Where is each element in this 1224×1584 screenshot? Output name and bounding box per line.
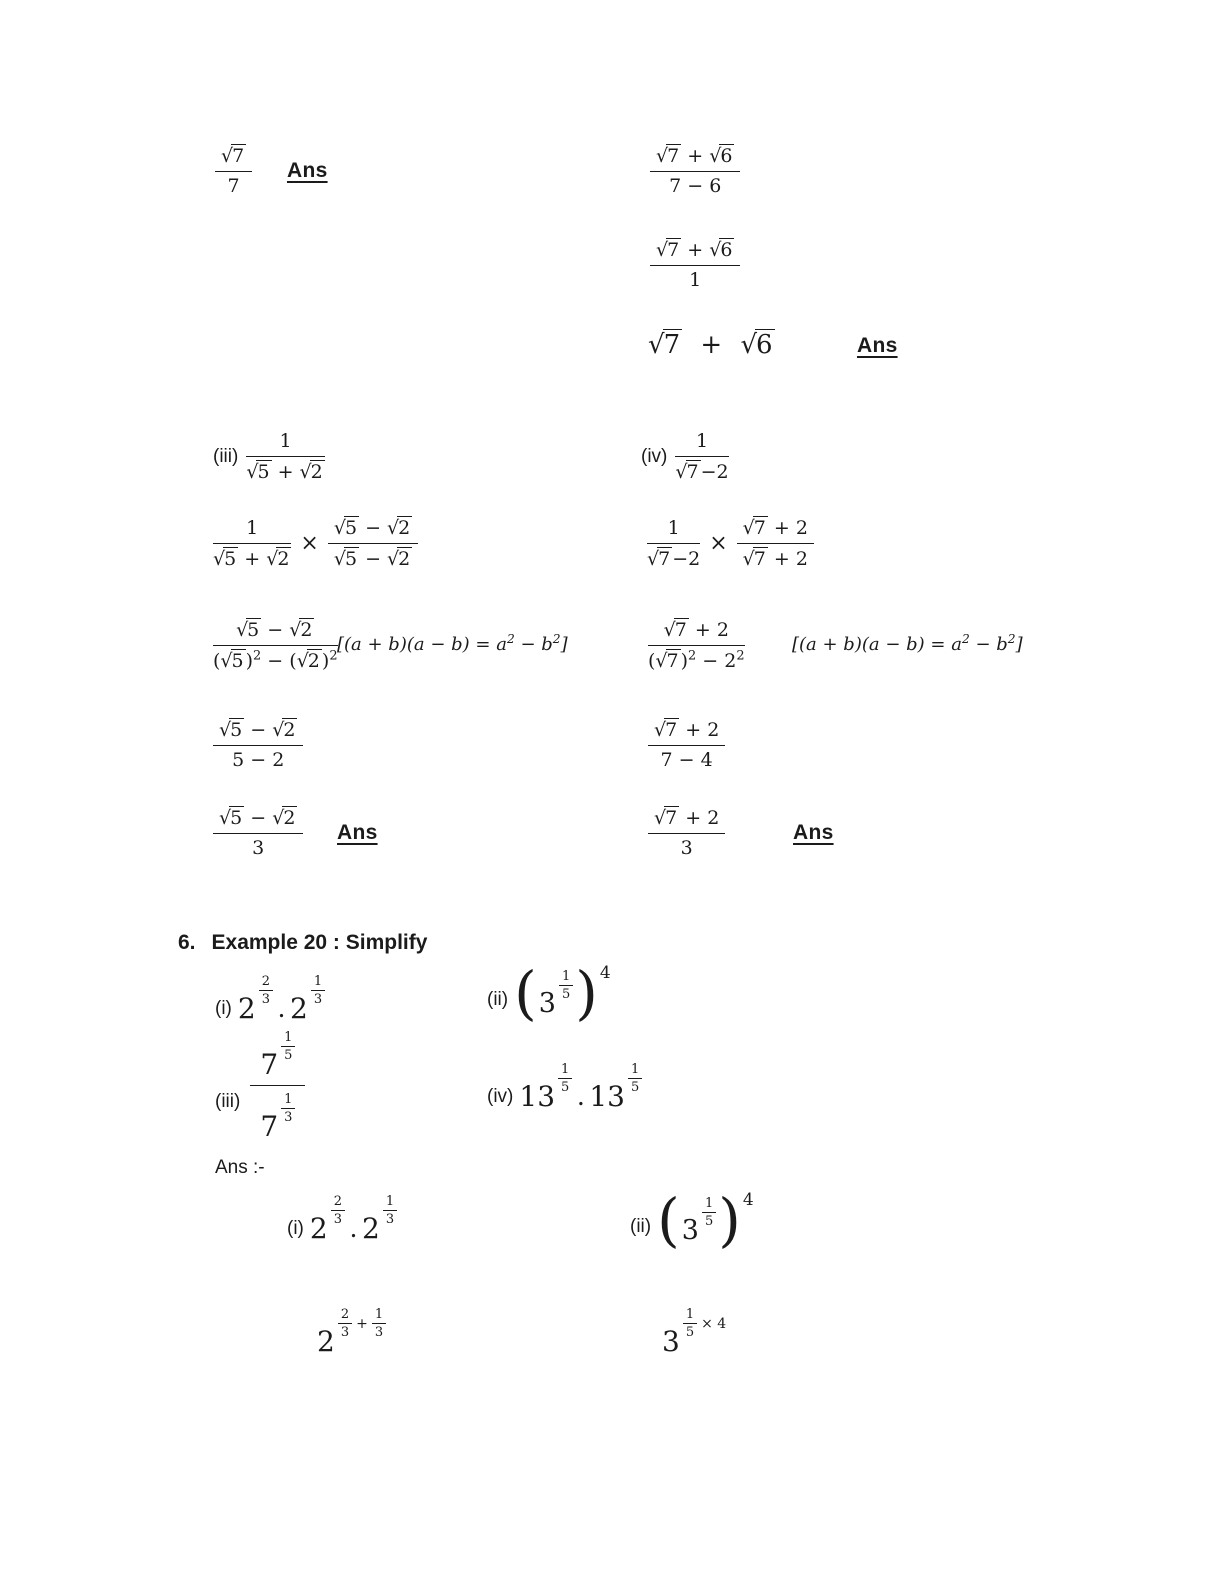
problem-iii-squares-step: [213, 618, 338, 672]
fraction-denominator: 1: [689, 269, 702, 291]
fraction-denominator: [250, 1086, 305, 1141]
power-exponent: [259, 975, 273, 1006]
power-base: 2: [362, 1212, 380, 1245]
power-base: 2: [317, 1325, 335, 1358]
exponent-denominator: 3: [340, 1325, 350, 1340]
power: [662, 1307, 730, 1358]
identity-note: $[(a + b)(a - b) = a^2 - b^2]$: [792, 632, 1023, 655]
power: [260, 1092, 295, 1143]
power: [260, 1030, 295, 1081]
problem-iv-multiply-step: [647, 516, 814, 570]
exponent-fraction: [281, 1031, 295, 1062]
dot-operator: .: [350, 1213, 357, 1244]
exponent-numerator: 1: [628, 1063, 642, 1079]
power: [519, 1062, 572, 1113]
fraction-denominator: √7 −2: [675, 461, 729, 483]
exponent-fraction: [311, 975, 325, 1006]
exponent-fraction: [383, 1195, 397, 1226]
exponent-fraction: [628, 1063, 642, 1094]
exponent-fraction: [281, 1093, 295, 1124]
fraction-numerator: √7 + 2: [648, 718, 725, 746]
fraction: [650, 238, 740, 291]
power-base: 13: [589, 1080, 625, 1113]
item-iii-label: (iii): [215, 1090, 241, 1112]
open-paren: (: [514, 959, 537, 1027]
fraction: [650, 144, 740, 197]
fraction: [737, 516, 814, 570]
exponent-denominator: 3: [313, 992, 323, 1007]
exponent-denominator: 3: [385, 1212, 395, 1227]
exponent-denominator: 5: [630, 1080, 640, 1095]
fraction-numerator: √7 + √6: [650, 144, 740, 172]
fraction-numerator: 1: [647, 517, 700, 544]
problem-iii-multiply-step: [213, 516, 418, 570]
power-base: 13: [519, 1080, 556, 1113]
example20-item-iii: [215, 1030, 305, 1143]
fraction-denominator: √5 + √2: [246, 461, 323, 483]
fraction: [213, 806, 303, 859]
fraction: [213, 517, 291, 570]
problem-iv-result: [648, 806, 725, 859]
example20-item-ii: [487, 959, 611, 1027]
item-ii-label: (ii): [487, 989, 509, 1010]
fraction-numerator: [250, 1030, 305, 1086]
exponent-denominator: 5: [561, 987, 571, 1002]
close-paren: ): [575, 959, 598, 1027]
step-sqrt7-plus-sqrt6-over-7-minus-6: [650, 144, 740, 197]
problem-iii-simplified-step: [213, 718, 303, 771]
ans-label: Ans: [337, 821, 378, 844]
fraction: [675, 430, 728, 483]
exponent-denominator: 3: [284, 1110, 293, 1125]
exponent-numerator: 1: [702, 1197, 716, 1213]
fraction: [213, 718, 303, 771]
exponent-numerator: 1: [558, 1063, 572, 1079]
example20-heading: [178, 931, 427, 955]
exponent-denominator: 5: [685, 1325, 695, 1340]
fraction-numerator: 1: [246, 430, 324, 457]
power-exponent: [683, 1308, 730, 1339]
power-exponent: [702, 1197, 716, 1228]
fraction-denominator: 3: [252, 837, 265, 859]
step-sqrt7-plus-sqrt6-over-1: [650, 238, 740, 291]
exponent-numerator: 1: [281, 1093, 295, 1109]
example20-item-i: [215, 974, 325, 1025]
exponent-fraction: [372, 1308, 386, 1339]
expression-iv: [519, 1062, 642, 1113]
power-base: 2: [290, 992, 308, 1025]
exponent-fraction: [259, 975, 273, 1006]
power-exponent: [281, 1031, 295, 1062]
problem-iv-squares-step: [648, 618, 745, 672]
fraction-numerator: √7 + 2: [648, 618, 745, 646]
expression-i: [237, 974, 325, 1025]
power-exponent: [311, 975, 325, 1006]
fraction-of-powers: [250, 1030, 305, 1143]
problem-iv-simplified-step: [648, 718, 725, 771]
ans-label: Ans: [287, 159, 328, 182]
exponent-fraction: [683, 1308, 697, 1339]
power-base: 3: [662, 1325, 680, 1358]
fraction-denominator: 7 − 6: [669, 175, 722, 197]
ans-label: Ans: [857, 334, 898, 357]
power-exponent: [628, 1063, 642, 1094]
exponent-numerator: 1: [372, 1308, 386, 1324]
outer-exponent: 4: [742, 1190, 754, 1210]
dot-operator: .: [577, 1081, 585, 1112]
fraction: [648, 806, 725, 859]
fraction-numerator: √5 − √2: [213, 806, 303, 834]
power: [290, 974, 325, 1025]
fraction-denominator: 7: [227, 175, 240, 197]
power-exponent: [558, 1063, 572, 1094]
answer-item-i: [287, 1194, 397, 1245]
fraction: [213, 618, 338, 672]
problem-iii-label: (iii): [213, 445, 239, 467]
times-factor: × 4: [701, 1315, 727, 1332]
result-expression: √7 + √6: [648, 330, 773, 360]
fraction-denominator: 5 − 2: [232, 749, 285, 771]
problem-iii-question: [213, 430, 325, 483]
power-base: 7: [260, 1110, 279, 1143]
exponent-numerator: 1: [683, 1308, 697, 1324]
ans-label: Ans: [793, 821, 834, 844]
fraction-numerator: √5 − √2: [213, 618, 338, 646]
exponent-fraction: [331, 1195, 345, 1226]
fraction-numerator: √7 + 2: [648, 806, 725, 834]
item-ii-label: (ii): [630, 1216, 652, 1237]
fraction-denominator: 7 − 4: [660, 749, 713, 771]
power-base: 2: [237, 992, 256, 1025]
example20-item-iv: [487, 1062, 642, 1113]
fraction: [246, 430, 324, 483]
exponent-fraction: [702, 1197, 716, 1228]
fraction: [647, 517, 700, 570]
power-base: 2: [309, 1212, 328, 1245]
answer-item-ii: [630, 1186, 754, 1254]
exponent-denominator: 5: [284, 1048, 293, 1063]
exponent-denominator: 3: [333, 1212, 342, 1227]
multiplication-sign: ×: [300, 530, 319, 556]
item-i-label: (i): [215, 998, 232, 1019]
exponent-fraction: [338, 1308, 352, 1339]
exponent-denominator: 5: [704, 1214, 714, 1229]
item-iv-label: (iv): [487, 1086, 514, 1107]
plus-operator: +: [356, 1315, 368, 1332]
exponent-numerator: 2: [338, 1308, 352, 1324]
exponent-numerator: 1: [281, 1031, 295, 1047]
power: [317, 1307, 386, 1358]
exponent-fraction: [558, 1063, 572, 1094]
power: [537, 963, 575, 1023]
multiplication-sign: ×: [709, 530, 728, 556]
fraction-denominator: (√5 )$^2$ − (√2 )$^2$: [213, 648, 338, 672]
power-exponent: [559, 970, 573, 1001]
power: [237, 974, 273, 1025]
exponent-fraction: [559, 970, 573, 1001]
power-base: 3: [681, 1215, 699, 1246]
fraction-sqrt7-over-7: [215, 144, 252, 197]
fraction-numerator: √5 − √2: [213, 718, 303, 746]
exponent-denominator: 3: [261, 992, 270, 1007]
parenthesized-power: [657, 1186, 754, 1254]
answer-step-i-combined: [317, 1307, 386, 1358]
result-sqrt7-plus-sqrt6: [648, 329, 775, 360]
exponent-numerator: 2: [259, 975, 273, 991]
fraction: [648, 718, 725, 771]
fraction-denominator: √5 − √2: [333, 548, 411, 570]
exponent-denominator: 5: [561, 1080, 570, 1095]
power-base: 7: [260, 1048, 279, 1081]
fraction-denominator: (√7 )$^2 - 2^2$: [648, 648, 745, 672]
power: [680, 1190, 718, 1250]
answer-step-ii-combined: [662, 1307, 730, 1358]
fraction-denominator: √5 + √2: [213, 547, 290, 570]
fraction-numerator: √5 − √2: [328, 516, 418, 544]
power: [589, 1062, 642, 1113]
exponent-numerator: 2: [331, 1195, 345, 1211]
answers-heading: Ans :-: [215, 1157, 265, 1178]
fraction-numerator: 1: [675, 430, 728, 457]
fraction-denominator: 3: [680, 837, 693, 859]
exponent-numerator: 1: [559, 970, 573, 986]
outer-exponent: 4: [599, 963, 611, 983]
section-title: Example 20 : Simplify: [211, 931, 428, 954]
fraction-numerator: 1: [213, 517, 291, 544]
open-paren: (: [657, 1186, 680, 1254]
fraction: [328, 516, 418, 570]
dot-operator: .: [278, 993, 285, 1024]
exponent-numerator: 1: [311, 975, 325, 991]
problem-iii-result: [213, 806, 303, 859]
section-number: 6.: [178, 931, 196, 954]
fraction: [648, 618, 745, 672]
fraction-denominator: √7 −2: [647, 547, 701, 570]
fraction-numerator: √7 + 2: [737, 516, 814, 544]
expression-i: [309, 1194, 397, 1245]
power-exponent: [383, 1195, 397, 1226]
power-exponent: [331, 1195, 345, 1226]
power: [309, 1194, 345, 1245]
problem-iv-question: [641, 430, 729, 483]
power-exponent: [338, 1308, 386, 1339]
power: [362, 1194, 397, 1245]
close-paren: ): [718, 1186, 741, 1254]
fraction-numerator: √7: [215, 144, 252, 172]
fraction-numerator: √7 + √6: [650, 238, 740, 266]
power-base: 3: [538, 988, 556, 1019]
identity-note: $[(a + b)(a - b) = a^2 - b^2]$: [337, 632, 568, 655]
exponent-numerator: 1: [383, 1195, 397, 1211]
exponent-denominator: 3: [374, 1325, 384, 1340]
problem-iv-label: (iv): [641, 445, 668, 467]
power-exponent: [281, 1093, 295, 1124]
parenthesized-power: [514, 959, 611, 1027]
item-i-label: (i): [287, 1218, 304, 1239]
fraction-denominator: √7 + 2: [742, 548, 808, 570]
step-sqrt7-over-7: [215, 144, 252, 197]
